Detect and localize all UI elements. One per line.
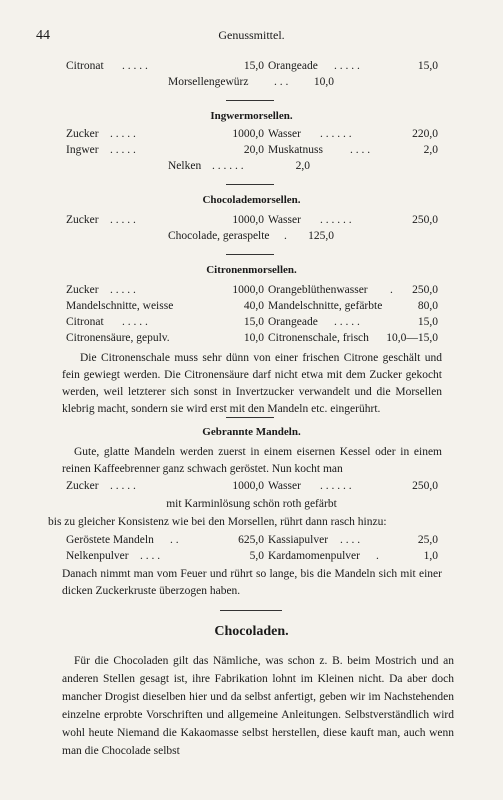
ingredient-name: Orangeblüthenwasser [268,284,368,296]
note-paragraph: Die Citronenschale muss sehr dünn von einer frischen Citrone geschält und fein gewiegt werden. Die Citronensäure darf nicht etwa mit dem Zucker gekocht werden, weil letzterer sich sonst in Invertzucker verwandelt und die Morsellen klebrig macht, sondern sie wird erst mit den Mandeln etc. eingerührt. [62,352,442,415]
ingredient-amount: 10,0 [243,332,264,344]
ingredient-amount: 15,0 [243,60,264,72]
recipe-row: Geröstete Mandeln . . 625,0 Kassiapulver . . . . 25,0 [66,534,438,546]
chapter-paragraph: Für die Chocoladen gilt das Nämliche, was schon z. B. beim Mostrich und an anderen Stellen gesagt ist, ihre Fabrikation lohnt im Kleinen nicht. Da aber doch mancher Drogist dieselben hier und da selbst anfertigt, geben wir im Nachstehenden einzelne erprobte Vorschriften und allgemeine Anleitungen. Selbstverständlich wird wohl heute Niemand die Kakaomasse selbst herstellen, diese kauft man, auch wenn man die Chocolade selbst [62,655,454,757]
ingredient-name: Nelkenpulver [66,550,129,562]
page-number: 44 [36,28,50,43]
ingredient-name: Mandelschnitte, gefärbte [268,300,383,312]
ingredient-amount: 15,0 [417,316,438,328]
ingredient-amount: 5,0 [249,550,264,562]
page-header [36,28,467,44]
ingredient-amount: 125,0 [308,230,334,242]
intro-paragraph: Gute, glatte Mandeln werden zuerst in einem eisernen Kessel oder in einem reinen Kaffeebrenner ganz schwach geröstet. Nun kocht man [62,446,442,475]
ingredient-name: Wasser [268,480,301,492]
ingredient-name: Morsellengewürz [168,76,249,88]
ingredient-name: Nelken [168,160,202,172]
ingredient-amount: 80,0 [417,300,438,312]
ingredient-name: Zucker [66,214,99,226]
ingredient-amount: 25,0 [417,534,438,546]
ingredient-name: Citronat [66,60,104,72]
ingredient-name: Zucker [66,284,99,296]
ingredient-amount: 2,0 [423,144,438,156]
ingredient-amount: 250,0 [412,214,438,226]
recipe-row: Ingwer . . . . . 20,0 Muskatnuss . . . . 2,0 [66,144,438,156]
section-divider [226,184,274,185]
ingredient-name: Wasser [268,214,301,226]
ingredient-amount: 220,0 [412,128,438,140]
section-heading: Citronenmorsellen. [206,264,297,276]
section-divider [226,417,274,418]
recipe-row: Nelken . . . . . . 2,0 [168,160,310,172]
running-title: Genussmittel. [218,28,285,42]
ingredient-name: Chocolade, geraspelte [168,230,270,242]
ingredient-name: Citronat [66,316,104,328]
ingredient-name: Orangeade [268,316,318,328]
instruction-text: bis zu gleicher Konsistenz wie bei den Morsellen, rührt dann rasch hinzu: [48,516,387,528]
recipe-row: Nelkenpulver . . . . 5,0 Kardamomenpulver . 1,0 [66,550,438,562]
recipe-row: Zucker . . . . . 1000,0 Wasser . . . . . . 220,0 [66,128,438,140]
ingredient-amount: 250,0 [412,284,438,296]
ingredient-amount: 2,0 [295,160,310,172]
ingredient-name: Muskatnuss [268,144,323,156]
recipe-row: Chocolade, geraspelte . 125,0 [168,230,334,242]
recipe-row: Morsellengewürz . . . 10,0 [168,76,334,88]
instruction-line [48,516,448,532]
recipe-row: Zucker . . . . . 1000,0 Wasser . . . . . . 250,0 [66,214,438,226]
ingredient-name: Citronenschale, frisch [268,332,369,344]
section-divider [226,254,274,255]
section-divider [220,610,282,611]
ingredient-amount: 1000,0 [232,284,264,296]
recipe-row: Citronat . . . . . 15,0 Orangeade . . . . . 15,0 [66,60,438,72]
section-divider [226,100,274,101]
ingredient-amount: 625,0 [238,534,264,546]
closing-paragraph: Danach nimmt man vom Feuer und rührt so lange, bis die Mandeln sich mit einer dicken Zuckerkruste überzogen haben. [62,568,442,597]
recipe-row: Zucker . . . . . 1000,0 Wasser . . . . . . 250,0 [66,480,438,492]
ingredient-amount: 1000,0 [232,128,264,140]
ingredient-name: Zucker [66,128,99,140]
ingredient-name: Wasser [268,128,301,140]
section-heading: Chocolademorsellen. [202,194,301,206]
ingredient-name: Zucker [66,480,99,492]
ingredient-amount: 1,0 [423,550,438,562]
instruction-line: mit Karminlösung schön roth gefärbt [166,498,337,510]
section-heading: Ingwermorsellen. [210,110,293,122]
recipe-row [62,300,442,316]
recipe-row [62,332,442,348]
ingredient-name: Orangeade [268,60,318,72]
ingredient-name: Kardamomenpulver [268,550,360,562]
ingredient-name: Mandelschnitte, weisse [66,300,174,312]
ingredient-amount: 10,0 [313,76,334,88]
recipe-row: Zucker . . . . . 1000,0 Orangeblüthenwasser . 250,0 [66,284,438,296]
ingredient-amount: 15,0 [417,60,438,72]
ingredient-amount: 15,0 [243,316,264,328]
ingredient-amount: 10,0—15,0 [386,332,438,344]
ingredient-amount: 1000,0 [232,480,264,492]
ingredient-amount: 20,0 [243,144,264,156]
ingredient-amount: 250,0 [412,480,438,492]
ingredient-name: Citronensäure, gepulv. [66,332,170,344]
ingredient-amount: 40,0 [243,300,264,312]
ingredient-amount: 1000,0 [232,214,264,226]
ingredient-name: Ingwer [66,144,99,156]
section-heading: Gebrannte Mandeln. [202,426,301,438]
recipe-row: Citronat . . . . . 15,0 Orangeade . . . . . 15,0 [66,316,438,328]
ingredient-name: Kassiapulver [268,534,329,546]
ingredient-name: Geröstete Mandeln [66,534,154,546]
chapter-heading: Chocoladen. [214,624,289,639]
